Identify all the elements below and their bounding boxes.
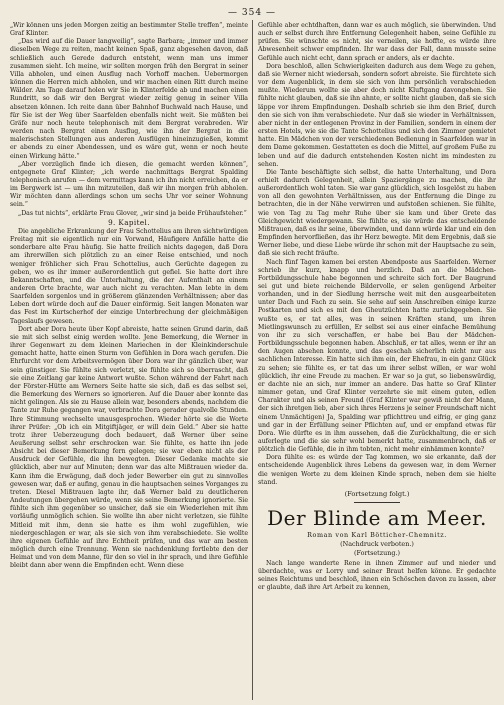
paragraph: „Das tut nichts“, erklärte Frau Glover, „wir sind ja beide Frühaufsteher.“ — [18, 209, 247, 217]
paragraph: Die angebliche Erkrankung der Frau Schottelius am ihren sichtwürdigen Freitag mit sie eigentlich nur ein Vorwand, Häufigere Anfälle hatte die sonderbare alte Frau häufig. Sie hatte freilich nichts dagegen, daß Dora am ihrerwillen sich plötzlich zu an einer Reise entschied, und noch weniger fröhlicher sich Frau Schottelius, auch Gerüchte dagegen zu geben, wo es ihr immer außerordentlich gut gefiel. Sie hatte dort ihre Bekanntschaften, und die Unterhaltung, die der Aufenthalt an einem anderen Orte brachte, war auch nicht zu verachten. Man lebte in dem Saarfelden sorgenlos und in größerem glänzenden Verhältnissen; aber das Leben dort würde doch auf die Dauer einförmig. Seit langen Monaten war das Fest im Kurtscherhof der einzige Unterbrechung der gleichmäßigen Tageslaufs gewesen. — [10, 227, 248, 325]
chapter-heading: 9. Kapitel. — [108, 217, 150, 227]
story-title: Der Blinde am Meer. — [267, 506, 487, 531]
page-number: — 354 — — [228, 8, 276, 18]
column-divider — [252, 20, 253, 700]
paragraph: Dort aber Dora heute über Kopf abreiste, hatte seinen Grund darin, daß sie mit sich selbst einig werden wollte. Jene Bemerkung, die Werner in ihrer Gegenwart zu dem kleinen Mariechen in der Kleinkinderschule gemacht hatte, hatte einen Sturm von Gefühlen in Dora wach gerufen. Die Ehrfurcht vor dem Arbeitsvermögen über Dora war ihr gänzlich über, war sein günstiger. Sie fühlte sich verletzt, sie fühlte sich so überrascht, daß sie eine Zeitlang gar keine Antwort wußte. Schon während der Fahrt nach der Förster-Hütte am Werners Seite hatte sie sich, daß es das selbst sei, die Bemerkung des Werners so ignorieren. Auf die Dauer aber konnte das nicht gelingen. Als sie zu Hause allein war, besonders abends, nachdem die Tante zur Ruhe gegangen war, verbrachte Dora gerader qualvolle Stunden. Ihre Stimmung wechselte unausgesprochen. Wieder hörte sie die Worte ihrer Prüfer: „Ob ich ein Mitgiftjäger, er will dein Geld.“ Aber sie hatte trotz ihrer Ueberzeugung doch bedauert, daß Werner über seine Aeußerung selbst sehr erschrocken war. Sie fühlte, es hatte ihn jede Absicht bei dieser Bemerkung fern gelegen; sie war eben nicht als der Ausdruck der Gefühle, die ihn bewegten. Dieser Gedanke machte sie glücklich, aber nur auf Minuten; denn war das alte Mißtrauen wieder da. Kann ihm die Erwägung, daß doch jeder Bewerber ein gut zu sinnvolles gewesen war, daß er aufing, genau in die hauptsachen seines Vorganges zu treten. Diesel Mißtrauen lagte ihr, daß Werner bald zu deutlicheren Andeutungen übergehen würde, wenn sie seine Bemerkung ignorierte. Sie fühlte sich ihm gegenüber so unsicher, daß sie ein Wiederlehen mit ihm vorläufig unmöglich schien. Sie wollte ihn aber nicht verletzen, sie fühlte Mitleid mit ihm, denn sie hatte es ihm wohl zugefühlen, wie niedergeschlagen er war, als sie sich von ihm verabschiedete. Sie wollte ihre eigenen Gefühle auf ihre Echtheit prüfen, und das war am besten möglich durch eine Trennung. Wenn sie nachdenklung fortlebte den der Heimat und von dem Manne, für den so viel in ihr sprach, und ihre Gefühle bleibt dann aber wenn die Empfinden echt. Wenn diese — [10, 325, 248, 570]
continuation-notice: (Fortsetzung.) — [354, 549, 400, 558]
paragraph: „Aber vorzüglich finde ich diesen, die gemacht werden können“, entgegnete Graf Klinter; „ich werde nachmittags Bergrat Spalding telephonisch anrufen — dem vermittags kann ich ihn nicht erreichen, da er im Bergwerk ist — um ihn mitzuteilen, daß wir ihn morgen früh abholen. Wir möchten dann allerdings schon um sechs Uhr vor seiner Wohnung sein.“ — [10, 160, 248, 209]
paragraph: Nach fünf Tagen kamen bei ersten Abendposte aus Saarfelden. Werner schrieb ihr kurz, knapp und herzlich. Daß an die Mädchen-Fortbildungsschule habe begonnen und schreite sich fort. Der Baugrund sei gut und biete reichende Bildervolle, er selen genügend Arbeiter vorhanden, und in der Siedlung herrsche weit mit den ausgearbeiteten unter Dach und Fach zu sein. Sie sehe auf sein Anschreiben einige kurze Postkarten und sich es mit den Gheutzüchten hatte zurückgegeben. Sie wußte es, er tat alles, was in seinen Kräften stand, um ihren Mietlingswunsch zu erfüllen, Er selbst sei aus einer einfache Bemühung von ihr zu sich verschaffen, er habe bei Bau der Mädchen-Fortbildungsschule begonnen haben. Abschluß, er tat alles, wenn er ihr an den Augen absehen konnte, und das geschah sicherlich nicht nur aus sachlichen Interesse. Ein hatte sich ihm ein, der Ehefrau, in ein ganz Glück zu sehen; sie fühlte es, er tat das um ihrer selbst willen, er war wohl glücklich, ihr eine Freude zu machen. Er war so ja gut, so liebenswürdig, er dachte nie an sich, nur immer an andere. Das hatte so Graf Klinter nimmer getan, und Graf Klinter verzehrte sie mit einem guten, edlen Charakter und als seinen Freund (Graf Klinter war gewiß nicht der Mann, der sich ihretgen lieb, aber sich ihres Herzens je seiner Freundschaft nicht einem Unmächtigen) Ja, Spalding war pflichttreu und eifrig, er ging ganz und gar in der Erfüllung seiner Pflichten auf, und er empfand etwas für Dora. Wie dürfte es in ihm aussehen, daß die Zurückhaltung, die er sich auferlegte und die sie sehr wohl bemerkt hatte, zusammenbrach, daß er plötzlich die Gefühle, die in ihm tobten, nicht mehr einhämmen konnte? — [258, 258, 496, 454]
paragraph: „Wir können uns jeden Morgen zeitig an bestimmter Stelle treffen“, meinte Graf Klinter. — [10, 22, 248, 38]
byline: Roman von Karl Bötticher-Chemnitz. — [307, 531, 447, 540]
left-column — [10, 22, 248, 570]
paragraph: Nach lange wanderte Rene in ihnen Zimmer auf und nieder und überdachte, was er Lorry und seiner Braut helfen könne. Er gedachte seines Reichtums und beschloß, ihnen ein Schöschen davon zu lassen, aber er glaubte, daß ihre Art Arbeit zu kennen, — [258, 559, 496, 591]
right-column — [258, 22, 496, 592]
to-be-continued: (Fortsetzung folgt.) — [344, 489, 410, 498]
paragraph: „Das wird auf die Dauer langweilig“, sagte Barbara; „immer und immer dieselben Wege zu reiten, macht keinen Spaß, ganz abgesehen davon, daß schließlich auch Gerede dadurch entsteht, wenn man uns immer zusammen sieht. Ich meine, wir sollten morgen früh den Bergrat in seiner Villa abholen, und einen Ausflug nach Vorhoff machen. Uebermorgen können die Herren mich abholen, und wir machen einen Ritt durch meine Wälder. Am Tage darauf holen wir Sie in Klinterfelde ab und machen einen Rundritt, so daß wir den Bergrat wieder zeitig genug in seiner Villa absetzen können. Ich reite dann über Bahnhof Buchwald nach Hause, und für Sie ist der Weg über Saarfelden ebenfalls nicht weit. Sie müßten bei Gräfe nur noch heute telephonisch mit dem Bergrat verabreden. Wir werden nach Bergrat einen Ausflug, wie ihn der Bergrat in die malerischsten Stellungen aus anderen Ausflügen hineinzugießen, kommt er abends zu einer Abendessen, und es wäre gut, wenn er noch heute einen Wirkung hätte.“ — [10, 38, 248, 160]
section-rule — [354, 502, 400, 503]
paragraph: Gefühle aber echtdhaften, dann war es auch möglich, sie überwinden. Und auch er selbst durch ihre Entfernung Gelegenheit haben, seine Gefühle zu prüfen. Sie wünschte es nicht, sie verneilen, sie hoffte, es würde ihre Abwesenheit schwer empfinden. Ihr war dass der Fall, dann musste seine Gefühle auch nicht echt, dann sprach er anders, als er dachte. — [258, 22, 496, 62]
reprint-notice: (Nachdruck verboten.) — [340, 540, 414, 549]
paragraph: Die Tante beschäftigte sich selbst, die hatte Unterhaltung, und Dora erhielt dadurch Gelegenheit, allein Spaziergänge zu machen, die ihr außerordentlich wohl taten. Sie war ganz glücklich, sich losgelöst zu haben von all den gewohnten Verhältnissen, aus der Entfernung die Dinge zu betrachten, die in der Nähe verwirren und aufstoßen schienen. Sie fühlte, wie von Tag zu Tag mehr Ruhe über sie kam und über Grete das Gleichgewicht wiedergewann. Sie fühlte es, sie würde das entscheidende Mißtrauen, daß es ihr seine, überwinden, und dann würde klar und ein den Empfinden hervorfließen, das ihr Herz bewegte. Mit dem Ergebnis, daß sie Werner liebe, und diese Liebe würde ihr schon mit der Hauptsache zu sein, daß sie sich recht fräufte. — [258, 168, 496, 258]
paragraph: Dora fühlte es: es würde der Tag kommen, wo sie erkannte, daß der entscheidende Augenblick ihres Lebens da gewesen war, in dem Werner die wenigen Worte zu dem kleinen Kinde sprach, neben dem sie hielte stand. — [258, 454, 496, 486]
paragraph: Dora beschloß, allen Schwierigkeiten dadurch aus dem Wege zu gehen, daß sie Werner nicht wiedersah, sondern sofort abreiste. Sie fürchtete sich vor dem Augenblick, in dem sie sich von ihm persönlich verabschieden mußte. Wiederum wollte sie aber doch nicht Kluftgang davongehen. Sie fühlte nicht glauben, daß sie ihn ahnte, er sollte nicht glauben, daß sie sich läppe vor ihrem Empfindungen. Deshalb schrieb sie ihm den Brief, durch den sie sich von ihm verabschiedete. Nur daß sie wieder in Verhältnissen, aber nicht in der entlegenen Provinz in der Familien, sondern in einem der ersten Hotels, wie sie die Tante Schottelius und sich den Zimmer gemietet hatte. Ein Mädchen von der verschiedenen Bedienung in Saarfelden war in dem Dame gekommen. Gestatteten es doch die Mittel, auf großem Fuße zu leben und auf die dadurch entstehenden Kosten nicht im mindesten zu sehen. — [258, 62, 496, 168]
